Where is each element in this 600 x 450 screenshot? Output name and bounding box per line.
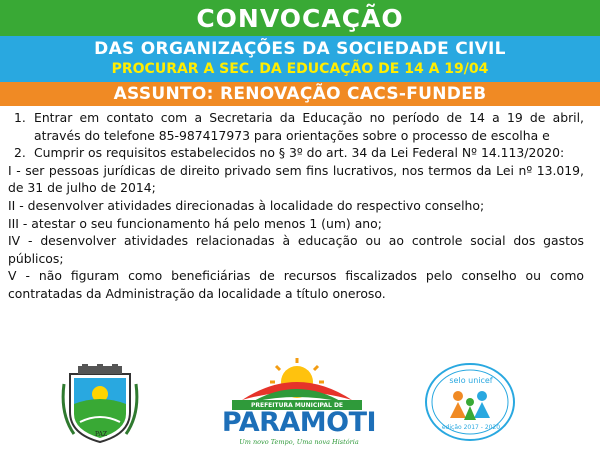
item-text: Cumprir os requisitos estabelecidos no § 3º do art. 34 da Lei Federal Nº 14.113/2020: [34,145,565,161]
unicef-seal-edition: edição 2017 - 2020 [441,424,501,431]
requirement-clause: III - atestar o seu funcionamento há pelo menos 1 (um) ano; [8,215,382,231]
list-item [8,144,584,162]
item-number: 2. [14,145,26,161]
organizations-subtitle: DAS ORGANIZAÇÕES DA SOCIEDADE CIVIL [94,39,506,59]
prefeitura-name: PARAMOTI [221,407,377,438]
subtitle-banner [0,36,600,82]
instruction-line: PROCURAR A SEC. DA EDUCAÇÃO DE 14 A 19/04 [111,61,489,77]
subject-banner: ASSUNTO: RENOVAÇÃO CACS-FUNDEB [0,82,600,106]
coat-of-arms-label: PAZ [95,431,107,438]
convocation-title: CONVOCAÇÃO [0,0,600,36]
requirement-clause: IV - desenvolver atividades relacionadas à educação ou ao controle social dos gastos públicos; [8,233,584,266]
list-item [8,109,584,144]
unicef-seal-title: selo unicef [449,376,493,385]
item-number: 1. [14,110,26,125]
requirement-clause: II - desenvolver atividades direcionadas à localidade do respectivo conselho; [8,197,485,213]
requirement-clause: I - ser pessoas jurídicas de direito privado sem fins lucrativos, nos termos da Lei nº 13.019, de 31 de julho de 2014; [8,162,584,196]
prefeitura-slogan: Um novo Tempo, Uma nova História [239,438,359,446]
item-text: Entrar em contato com a Secretaria da Educação no período de 14 a 19 de abril, através do telefone 85-987417973 para orientações sobre o processo de escolha e [34,110,584,143]
requirement-clause: V - não figuram como beneficiárias de recursos fiscalizados pelo conselho ou como contratadas da Administração da localidade a título oneroso. [8,268,584,301]
notice-body [8,109,584,303]
prefeitura-subtitle: PREFEITURA MUNICIPAL DE [232,400,362,410]
